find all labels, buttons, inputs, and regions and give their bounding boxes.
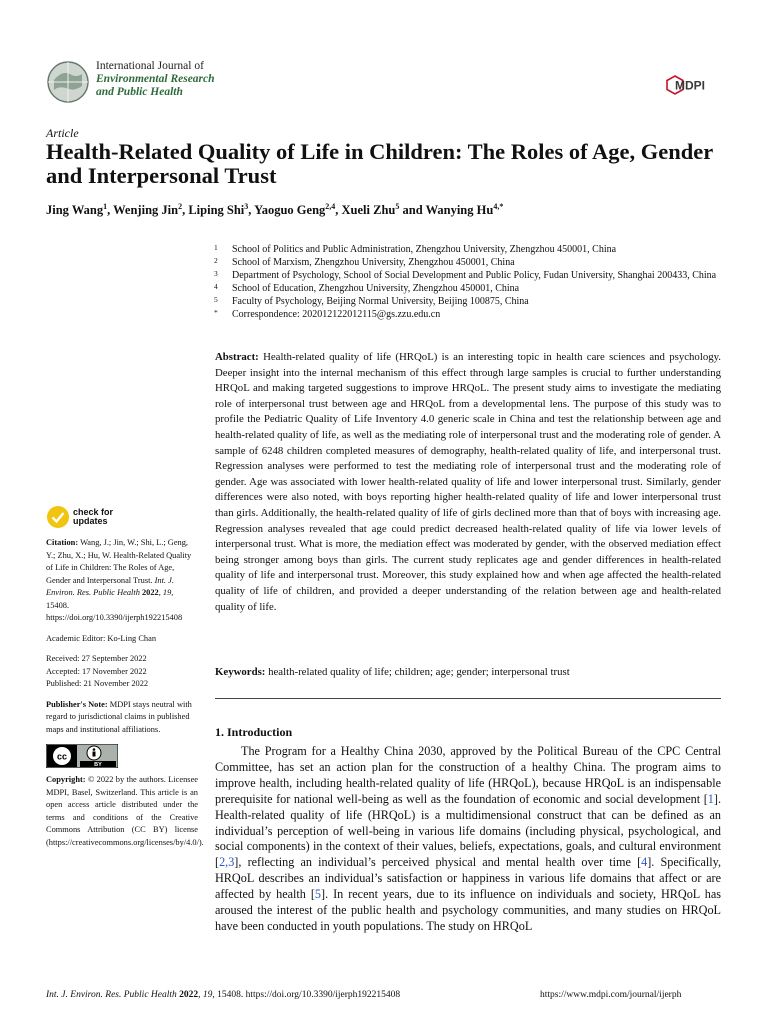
intro-text-1: The Program for a Healthy China 2030, approved by the Political Bureau of the CPC Central Committee, has set an action plan for the construction of a healthy China. The program aims to improve health, including health-related quality of life (HRQoL), because HRQoL is an indispensable prerequisite for national well-being as well as the foundation of economic and social development [ [215,744,721,806]
affiliation-number: * [214,308,218,317]
author-separator: , [335,203,342,218]
academic-editor: Academic Editor: Ko-Ling Chan [46,633,157,643]
intro-text-4: ]. Specifically, HRQoL describes an individual’s satisfaction or happiness in various life domains that affect or are affected by health [ [215,855,721,902]
accepted-date: Accepted: 17 November 2022 [46,666,147,676]
abstract [215,350,721,615]
citation-link[interactable]: 5 [314,887,322,902]
author-name[interactable]: Wenjing Jin [113,203,179,218]
affiliation-text: Faculty of Psychology, Beijing Normal University, Beijing 100875, China [232,296,529,307]
article-type: Article [46,126,79,140]
affiliation-item [214,295,734,308]
abstract-label: Abstract: [215,351,259,363]
author-separator: and [399,203,426,218]
keywords [215,666,721,678]
keywords-text: health-related quality of life; children; age; gender; interpersonal trust [268,666,570,678]
section-heading-introduction: 1. Introduction [215,725,293,739]
footer-citation: Int. J. Environ. Res. Public Health 2022, 19, 15408. https://doi.org/10.3390/ijerph192215408 [46,990,401,1000]
copyright-label: Copyright: [46,775,86,784]
affiliation-number: 5 [214,295,218,304]
intro-text-3: ], reflecting an individual’s perceived physical and mental health over time [ [234,855,642,870]
intro-text-2: ]. Health-related quality of life (HRQoL) is a multidimensional construct that can be defined as an individual’s perception of well-being in various life domains (including physical, psychological, and social components) in the context of their values, beliefs, expectations, goals, and cultural environment [ [215,791,721,870]
journal-name-line2: Environmental Research [96,73,215,85]
journal-name [96,60,215,99]
affiliation-number: 3 [214,269,218,278]
received-date: Received: 27 September 2022 [46,654,147,663]
publisher-note-text: MDPI stays neutral with regard to jurisdictional claims in published maps and institutional affiliations. [46,699,192,734]
citation-journal: Int. J. Environ. Res. Public Health [46,575,174,597]
author-name[interactable]: Wanying Hu [425,203,494,218]
citation-doi[interactable]: , 15408. https://doi.org/10.3390/ijerph192215408 [46,588,183,622]
copyright [46,774,204,849]
abstract-text: Health-related quality of life (HRQoL) is an interesting topic in health care sciences and psychology. Deeper insight into the internal mechanism of this effect through large samples is crucial to further understanding HRQoL and making targeted suggestions to improve HRQoL. The present study aims to investigate the mediating role of interpersonal trust between age and HRQoL from a developmental lens. The purpose of this study was to profile the Pediatric Quality of Life Inventory 4.0 generic scale in China and test the relationship between age and health-related quality of life, as well as the mediating role of interpersonal trust and the moderating role of gender. A sample of 6248 children completed measures of demography, health-related quality of life, and interpersonal trust. Regression analyses were performed to test the mediating role of interpersonal trust and the moderating role of gender. Age was associated with lower health-related quality of life and lower interpersonal trust. Similarly, gender differences were also noted, with boys reporting higher health-related quality of life and lower interpersonal trust than girls. Additionally, the health-related quality of life of girls declined more than that of boys with increasing age. Regression analyses revealed that age could predict decreased health-related quality of life via lower levels of interpersonal trust. What is more, the mediation effect was moderated by gender, with the observed mediation effect being stronger among boys than girls. The current study replicates age and gender differences in health-related quality of life and interpersonal trust. Moreover, this study explained how and when age affected the health-related quality of life of children, and provided a deeper understanding of the relation between age and health-related quality of life. [215,351,722,613]
author-affiliation-marker: 1 [103,202,108,211]
citation-volume: 19 [162,588,172,597]
check-updates-line2: updates [73,516,108,526]
author-separator: , [107,203,114,218]
intro-text-5: ]. In recent years, due to its influence on individuals and society, HRQoL has aroused the interest of the public health and psychology communities, and many studies on HRQoL have been conducted in youth populations. The study on HRQoL [215,887,721,933]
cc-by-license-icon[interactable] [46,744,118,768]
author-affiliation-marker: 3 [244,202,249,211]
copyright-text: © 2022 by the authors. Licensee MDPI, Basel, Switzerland. This article is an open access article distributed under the terms and conditions of the Creative Commons Attribution (CC BY) license (https://creativecommons.org/licenses/by/4.0/). [46,775,204,847]
affiliation-number: 2 [214,256,218,265]
citation: Citation: Wang, J.; Jin, W.; Shi, L.; Geng, Y.; Zhu, X.; Hu, W. Health-Related Quality of Life in Children: The Roles of Age, Gender and Interpersonal Trust. Int. J. Environ. Res. Public Health 2022, 19, 15408. https://doi.org/10.3390/ijerph192215408 [46,538,192,622]
keywords-label: Keywords: [215,666,266,678]
sidebar [46,505,204,849]
citation-link[interactable]: 4 [641,855,648,870]
affiliation-text[interactable]: Correspondence: 202012122012115@gs.zzu.edu.cn [232,309,441,320]
svg-text:cc: cc [56,751,68,762]
footer-journal-url[interactable]: https://www.mdpi.com/journal/ijerph [540,990,682,1000]
author-list [46,202,503,218]
affiliation-number: 1 [214,243,218,252]
footer-year: 2022 [179,990,199,1000]
check-for-updates-button[interactable] [46,505,198,529]
journal-name-line1: International Journal of [96,60,204,72]
author-name[interactable]: Xueli Zhu [341,203,396,218]
citation-year: 2022 [141,588,159,597]
affiliation-text: Department of Psychology, School of Social Development and Public Policy, Fudan University, Shanghai 200433, China [232,270,717,281]
citation-link[interactable]: 2,3 [219,855,235,870]
author-affiliation-marker: 2 [178,202,183,211]
author-affiliation-marker: 2,4 [325,202,336,211]
affiliation-item [214,269,734,282]
citation-label: Citation: [46,538,79,547]
mdpi-logo [666,72,720,98]
affiliations [214,243,734,321]
footer-volume: 19 [202,990,213,1000]
affiliation-text: School of Politics and Public Administration, Zhengzhou University, Zhengzhou 450001, China [232,244,617,255]
author-affiliation-marker: 4,* [493,202,504,211]
check-updates-line1: check for [73,507,114,517]
author-affiliation-marker: 5 [395,202,400,211]
footer-journal: Int. J. Environ. Res. Public Health [46,990,177,1000]
introduction-paragraph [215,744,721,935]
footer-doi[interactable]: , 15408. https://doi.org/10.3390/ijerph192215408 [212,990,401,1000]
publisher-note-label: Publisher's Note: [46,699,108,709]
author-name[interactable]: Jing Wang [46,203,104,218]
affiliation-number: 4 [214,282,218,291]
cc-by-label: BY [94,762,102,768]
published-date: Published: 21 November 2022 [46,679,149,688]
publication-dates [46,653,198,691]
citation-link[interactable]: 1 [707,791,714,806]
author-separator: , [248,203,255,218]
publisher-note [46,699,198,737]
author-separator: , [182,203,189,218]
affiliation-text: School of Education, Zhengzhou University, Zhengzhou 450001, China [232,283,520,294]
author-name[interactable]: Liping Shi [188,203,245,218]
affiliation-item [214,308,734,321]
affiliation-item [214,243,734,256]
affiliation-item [214,282,734,295]
journal-globe-icon [46,60,90,104]
section-divider [215,698,721,699]
journal-name-line3: and Public Health [96,86,183,98]
affiliation-item [214,256,734,269]
check-updates-icon [46,505,70,529]
affiliation-text: School of Marxism, Zhengzhou University, Zhengzhou 450001, China [232,257,515,268]
author-name[interactable]: Yaoguo Geng [254,203,326,218]
article-title: Health-Related Quality of Life in Children: The Roles of Age, Gender and Interpersonal Trust [46,139,713,188]
mdpi-logo-text: MDPI [675,78,705,93]
citation-text: Wang, J.; Jin, W.; Shi, L.; Geng, Y.; Zhu, X.; Hu, W. Health-Related Quality of Life in Children: The Roles of Age, Gender and Interpersonal Trust. [46,538,192,585]
